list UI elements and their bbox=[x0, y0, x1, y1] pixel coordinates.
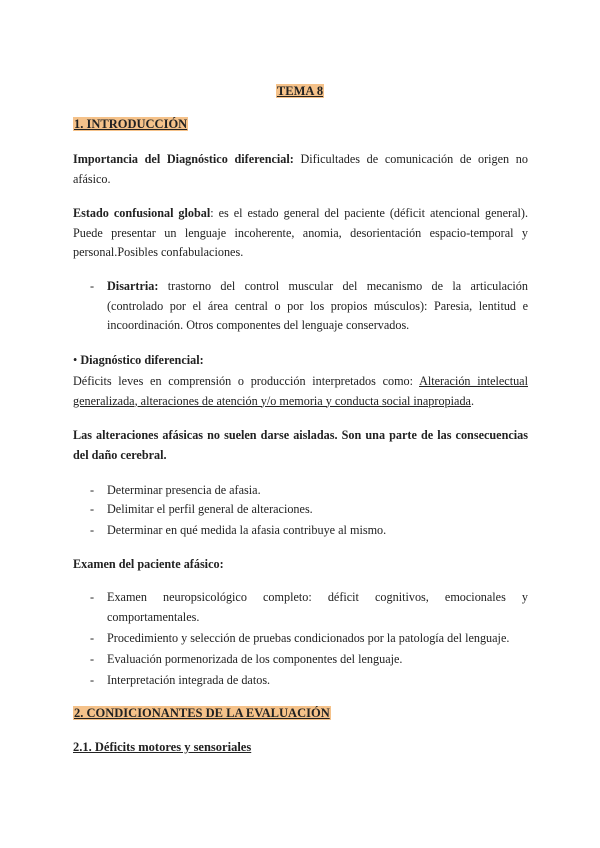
list-item: Procedimiento y selección de pruebas condicionados por la patología del lenguaje. bbox=[107, 631, 510, 645]
section-2-1-subheading: 2.1. Déficits motores y sensoriales bbox=[73, 740, 252, 754]
estado-confusional-paragraph: Estado confusional global: es el estado general del paciente (déficit atencional general). Puede presentar un lenguaje incoherente, anomia, desorientación espacio-temporal y personal.Posibles confabulaciones. bbox=[73, 206, 529, 259]
disartria-item: Disartria: trastorno del control muscular del mecanismo de la articulación (controlado por el área central o por los propios músculos): Paresia, lentitud e incoordinación. Otros componentes del lenguaje conservados. bbox=[107, 279, 528, 332]
diagnostico-diferencial-heading: • Diagnóstico diferencial: bbox=[73, 353, 204, 367]
diagnostico-diferencial-paragraph: Déficits leves en comprensión o producción interpretados como: Alteración intelectual generalizada, alteraciones de atención y/o memoria y conducta social inapropiada. bbox=[73, 374, 528, 408]
list-dash: - bbox=[90, 652, 95, 666]
list-item: Determinar presencia de afasia. bbox=[107, 483, 261, 497]
section-1-heading: 1. INTRODUCCIÓN bbox=[74, 117, 188, 131]
list-dash: - bbox=[90, 523, 95, 537]
list-item: Interpretación integrada de datos. bbox=[107, 673, 271, 687]
list-dash: - bbox=[90, 483, 95, 497]
examen-heading: Examen del paciente afásico: bbox=[73, 557, 224, 571]
list-dash: - bbox=[90, 502, 95, 516]
list-dash: - bbox=[90, 673, 95, 687]
list-dash: - bbox=[90, 631, 95, 645]
list-dash: - bbox=[90, 279, 95, 293]
list-item: Examen neuropsicológico completo: déficit cognitivos, emocionales y comportamentales. bbox=[107, 590, 528, 624]
list-item: Evaluación pormenorizada de los componentes del lenguaje. bbox=[107, 652, 403, 666]
document-title: TEMA 8 bbox=[276, 84, 324, 98]
section-2-heading: 2. CONDICIONANTES DE LA EVALUACIÓN bbox=[74, 706, 330, 720]
list-dash: - bbox=[90, 590, 95, 604]
list-item: Delimitar el perfil general de alteraciones. bbox=[107, 502, 313, 516]
list-item: Determinar en qué medida la afasia contribuye al mismo. bbox=[107, 523, 387, 537]
importancia-paragraph: Importancia del Diagnóstico diferencial: Dificultades de comunicación de origen no afásico. bbox=[73, 152, 528, 186]
alteraciones-paragraph: Las alteraciones afásicas no suelen darse aisladas. Son una parte de las consecuencias del daño cerebral. bbox=[73, 428, 528, 462]
